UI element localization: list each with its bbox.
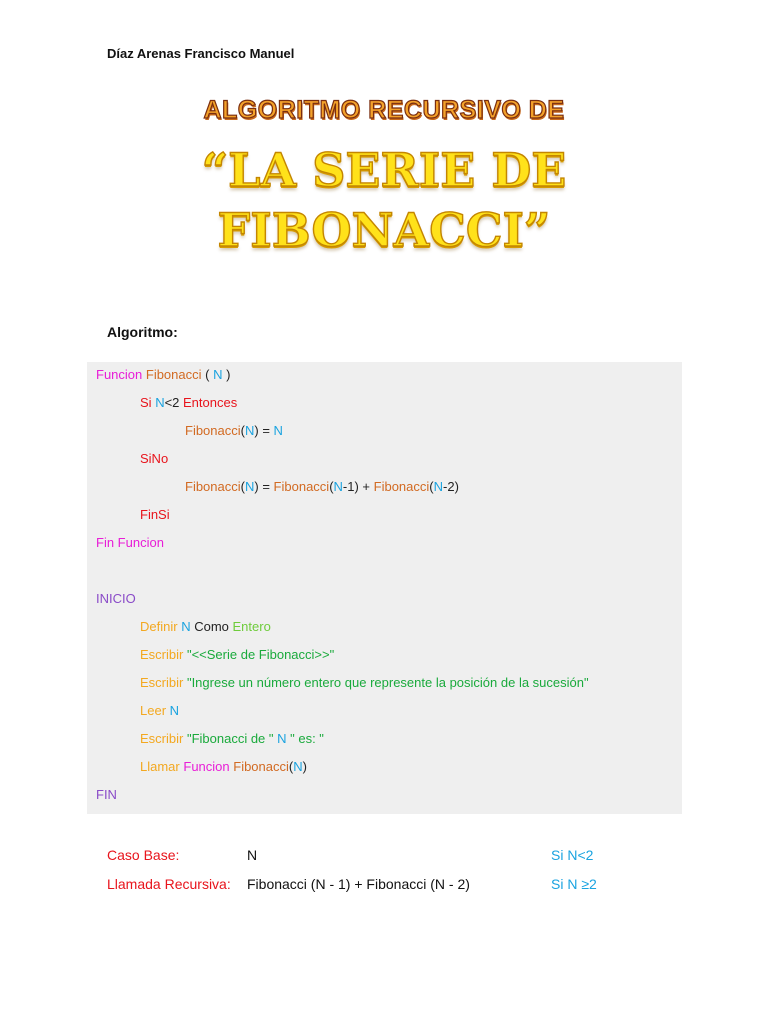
keyword: Leer <box>140 703 167 718</box>
code-line: Funcion Fibonacci ( N ) <box>96 367 231 382</box>
string-literal: "<<Serie de Fibonacci>>" <box>183 647 335 662</box>
variable: N <box>181 619 191 634</box>
variable: N <box>244 479 255 494</box>
function-name: Fibonacci <box>185 479 241 494</box>
title-line-1: ALGORITMO RECURSIVO DE <box>203 96 565 124</box>
keyword: Funcion <box>183 759 230 774</box>
recursive-call-label: Llamada Recursiva: <box>107 876 231 892</box>
keyword: Funcion <box>96 367 143 382</box>
variable: N <box>169 703 180 718</box>
function-name: Fibonacci <box>373 479 430 494</box>
keyword: Entonces <box>183 395 238 410</box>
base-case-condition: Si N<2 <box>551 847 594 863</box>
code-line: Si N<2 Entonces <box>140 395 238 410</box>
variable: N <box>433 479 444 494</box>
code-line <box>140 449 168 469</box>
keyword: Si <box>140 395 152 410</box>
base-case-expression: N <box>247 847 258 863</box>
code-line: Fibonacci(N) = Fibonacci(N-1) + Fibonacci(N-2) <box>185 479 459 494</box>
code-line <box>140 673 589 693</box>
keyword: Fin Funcion <box>96 535 164 550</box>
keyword: Escribir <box>140 675 184 690</box>
code-line <box>96 785 117 805</box>
keyword: Definir <box>140 619 178 634</box>
keyword: SiNo <box>140 451 169 466</box>
variable: N <box>244 423 255 438</box>
variable: N <box>277 731 287 746</box>
algorithm-label: Algoritmo: <box>107 324 178 340</box>
recursive-call-condition: Si N ≥2 <box>551 876 597 892</box>
string-literal: " es: " <box>286 731 324 746</box>
author-name: Díaz Arenas Francisco Manuel <box>107 46 295 61</box>
code-line: Definir N Como Entero <box>140 619 271 634</box>
code-line <box>140 505 170 525</box>
code-line: Llamar Funcion Fibonacci(N) <box>140 759 307 774</box>
keyword: Escribir <box>140 731 184 746</box>
pseudocode-block <box>87 362 682 814</box>
function-name: Fibonacci <box>273 479 330 494</box>
variable: N <box>333 479 343 494</box>
variable: N <box>155 395 165 410</box>
keyword: Escribir <box>140 647 184 662</box>
function-name: Fibonacci <box>185 423 241 438</box>
code-line <box>140 645 334 665</box>
code-line <box>140 729 324 749</box>
variable: N <box>293 759 303 774</box>
code-line <box>96 589 136 609</box>
keyword: FIN <box>96 787 117 802</box>
function-name: Fibonacci <box>233 759 289 774</box>
string-literal: "Ingrese un número entero que represente la posición de la sucesión" <box>183 675 589 690</box>
keyword: Entero <box>232 619 271 634</box>
keyword: Llamar <box>140 759 180 774</box>
code-line <box>140 701 179 721</box>
title-main <box>0 140 768 260</box>
string-literal: "Fibonacci de " <box>183 731 278 746</box>
variable: N <box>213 367 223 382</box>
function-name: Fibonacci <box>145 367 202 382</box>
variable: N <box>273 423 283 438</box>
code-line: Fibonacci(N) = N <box>185 423 283 438</box>
recursive-call-expression: Fibonacci (N - 1) + Fibonacci (N - 2) <box>247 876 470 892</box>
keyword: INICIO <box>96 591 136 606</box>
title-line-2: “LA SERIE DE <box>201 143 567 197</box>
base-case-label: Caso Base: <box>107 847 180 863</box>
code-line <box>96 533 164 553</box>
title-line-3: FIBONACCI” <box>217 203 551 257</box>
keyword: FinSi <box>140 507 170 522</box>
